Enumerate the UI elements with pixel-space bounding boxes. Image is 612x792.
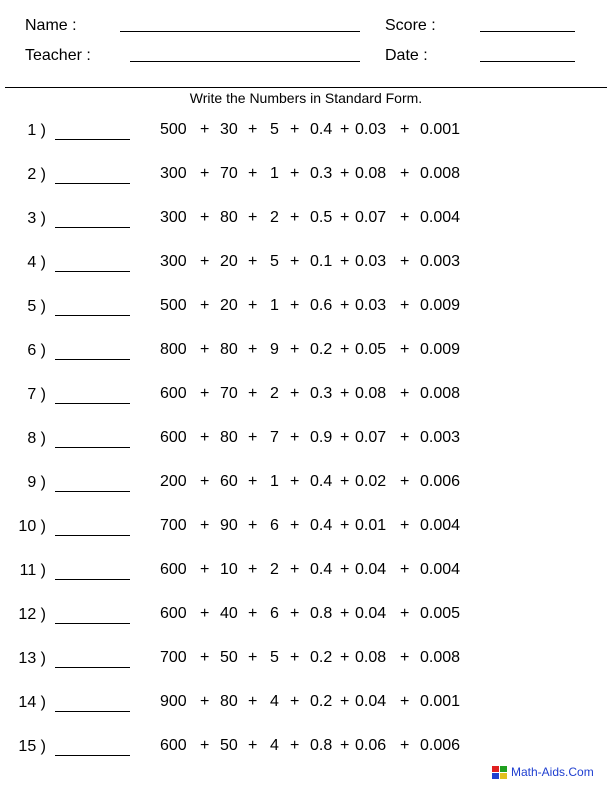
score-field[interactable]: [480, 31, 575, 32]
plus-operator: +: [248, 737, 258, 754]
plus-operator: +: [200, 693, 210, 710]
plus-operator: +: [200, 605, 210, 622]
expanded-term: 800: [160, 341, 187, 358]
expanded-term: 30: [220, 121, 238, 138]
answer-blank[interactable]: [55, 447, 130, 448]
plus-operator: +: [400, 649, 410, 666]
expanded-term: 1: [270, 165, 279, 182]
problem-number: 9 ): [27, 474, 46, 491]
plus-operator: +: [200, 429, 210, 446]
expanded-term: 0.001: [420, 121, 461, 138]
expanded-term: 0.004: [420, 517, 461, 534]
answer-blank[interactable]: [55, 403, 130, 404]
expanded-term: 0.003: [420, 253, 461, 270]
plus-operator: +: [340, 561, 350, 578]
expanded-term: 2: [270, 385, 279, 402]
plus-operator: +: [248, 561, 258, 578]
plus-operator: +: [400, 341, 410, 358]
expanded-term: 20: [220, 253, 238, 270]
plus-operator: +: [290, 429, 300, 446]
problem-row: [0, 122, 612, 146]
problem-number: 15 ): [18, 738, 46, 755]
expanded-term: 40: [220, 605, 238, 622]
date-field[interactable]: [480, 61, 575, 62]
expanded-term: 50: [220, 649, 238, 666]
plus-operator: +: [400, 385, 410, 402]
name-label: Name :: [25, 17, 77, 34]
expanded-term: 0.07: [355, 429, 387, 446]
teacher-label: Teacher :: [25, 47, 91, 64]
problem-row: [0, 430, 612, 454]
expanded-term: 70: [220, 165, 238, 182]
plus-operator: +: [200, 121, 210, 138]
plus-operator: +: [290, 649, 300, 666]
expanded-term: 80: [220, 209, 238, 226]
plus-operator: +: [400, 605, 410, 622]
expanded-term: 1: [270, 473, 279, 490]
plus-operator: +: [248, 473, 258, 490]
expanded-term: 200: [160, 473, 187, 490]
plus-operator: +: [200, 649, 210, 666]
expanded-term: 80: [220, 693, 238, 710]
plus-operator: +: [290, 209, 300, 226]
expanded-term: 50: [220, 737, 238, 754]
expanded-term: 10: [220, 561, 238, 578]
expanded-term: 0.3: [310, 165, 333, 182]
expanded-term: 0.04: [355, 693, 387, 710]
expanded-term: 0.4: [310, 473, 333, 490]
problem-row: [0, 650, 612, 674]
expanded-term: 0.009: [420, 341, 461, 358]
plus-operator: +: [200, 297, 210, 314]
expanded-term: 6: [270, 605, 279, 622]
problem-number: 11 ): [19, 562, 46, 579]
plus-operator: +: [400, 209, 410, 226]
expanded-term: 0.008: [420, 649, 461, 666]
expanded-term: 600: [160, 605, 187, 622]
plus-operator: +: [340, 517, 350, 534]
answer-blank[interactable]: [55, 227, 130, 228]
expanded-term: 0.8: [310, 737, 333, 754]
name-field[interactable]: [120, 31, 360, 32]
plus-operator: +: [200, 473, 210, 490]
expanded-term: 600: [160, 429, 187, 446]
plus-operator: +: [248, 165, 258, 182]
expanded-term: 0.03: [355, 253, 387, 270]
expanded-term: 500: [160, 121, 187, 138]
plus-operator: +: [400, 121, 410, 138]
instructions: Write the Numbers in Standard Form.: [189, 90, 423, 106]
plus-operator: +: [290, 165, 300, 182]
brand-logo: [492, 765, 594, 779]
plus-operator: +: [200, 561, 210, 578]
problem-row: [0, 342, 612, 366]
plus-operator: +: [248, 209, 258, 226]
problem-number: 3 ): [27, 210, 46, 227]
plus-operator: +: [248, 341, 258, 358]
plus-operator: +: [400, 517, 410, 534]
plus-operator: +: [200, 253, 210, 270]
expanded-term: 0.008: [420, 165, 461, 182]
expanded-term: 90: [220, 517, 238, 534]
plus-operator: +: [290, 121, 300, 138]
expanded-term: 0.03: [355, 121, 387, 138]
expanded-term: 0.4: [310, 517, 333, 534]
expanded-term: 5: [270, 253, 279, 270]
expanded-term: 0.01: [355, 517, 387, 534]
plus-operator: +: [400, 165, 410, 182]
expanded-term: 600: [160, 385, 187, 402]
plus-operator: +: [400, 561, 410, 578]
problem-row: [0, 386, 612, 410]
expanded-term: 0.4: [310, 561, 333, 578]
problem-number: 1 ): [27, 122, 46, 139]
plus-operator: +: [200, 737, 210, 754]
expanded-term: 4: [270, 693, 279, 710]
plus-operator: +: [290, 605, 300, 622]
score-label: Score :: [385, 17, 436, 34]
problem-row: [0, 474, 612, 498]
answer-blank[interactable]: [55, 667, 130, 668]
expanded-term: 0.003: [420, 429, 461, 446]
expanded-term: 2: [270, 561, 279, 578]
plus-operator: +: [248, 385, 258, 402]
math-aids-icon: [492, 766, 507, 779]
expanded-term: 2: [270, 209, 279, 226]
answer-blank[interactable]: [55, 535, 130, 536]
plus-operator: +: [248, 517, 258, 534]
expanded-term: 0.1: [310, 253, 333, 270]
plus-operator: +: [340, 297, 350, 314]
plus-operator: +: [200, 341, 210, 358]
problem-number: 10 ): [18, 518, 46, 535]
answer-blank[interactable]: [55, 491, 130, 492]
problem-number: 12 ): [18, 606, 46, 623]
plus-operator: +: [248, 297, 258, 314]
expanded-term: 0.03: [355, 297, 387, 314]
plus-operator: +: [290, 385, 300, 402]
problem-number: 13 ): [18, 650, 46, 667]
expanded-term: 0.001: [420, 693, 461, 710]
problem-number: 2 ): [27, 166, 46, 183]
expanded-term: 0.04: [355, 561, 387, 578]
plus-operator: +: [200, 385, 210, 402]
expanded-term: 0.004: [420, 209, 461, 226]
expanded-term: 0.08: [355, 385, 387, 402]
plus-operator: +: [340, 253, 350, 270]
expanded-term: 0.006: [420, 737, 461, 754]
plus-operator: +: [340, 209, 350, 226]
plus-operator: +: [248, 429, 258, 446]
expanded-term: 1: [270, 297, 279, 314]
plus-operator: +: [340, 121, 350, 138]
expanded-term: 0.05: [355, 341, 387, 358]
plus-operator: +: [340, 605, 350, 622]
teacher-field[interactable]: [130, 61, 360, 62]
expanded-term: 0.3: [310, 385, 333, 402]
expanded-term: 0.8: [310, 605, 333, 622]
plus-operator: +: [400, 693, 410, 710]
plus-operator: +: [400, 737, 410, 754]
expanded-term: 70: [220, 385, 238, 402]
plus-operator: +: [248, 693, 258, 710]
plus-operator: +: [248, 253, 258, 270]
answer-blank[interactable]: [55, 755, 130, 756]
expanded-term: 0.07: [355, 209, 387, 226]
plus-operator: +: [400, 253, 410, 270]
plus-operator: +: [248, 121, 258, 138]
plus-operator: +: [340, 473, 350, 490]
answer-blank[interactable]: [55, 315, 130, 316]
expanded-term: 0.5: [310, 209, 333, 226]
expanded-term: 0.02: [355, 473, 387, 490]
expanded-term: 4: [270, 737, 279, 754]
plus-operator: +: [400, 473, 410, 490]
problem-row: [0, 210, 612, 234]
problem-row: [0, 694, 612, 718]
expanded-term: 300: [160, 165, 187, 182]
expanded-term: 0.08: [355, 649, 387, 666]
plus-operator: +: [290, 693, 300, 710]
plus-operator: +: [340, 737, 350, 754]
plus-operator: +: [340, 693, 350, 710]
expanded-term: 5: [270, 649, 279, 666]
plus-operator: +: [340, 649, 350, 666]
answer-blank[interactable]: [55, 579, 130, 580]
expanded-term: 80: [220, 341, 238, 358]
expanded-term: 9: [270, 341, 279, 358]
expanded-term: 600: [160, 561, 187, 578]
expanded-term: 300: [160, 209, 187, 226]
expanded-term: 60: [220, 473, 238, 490]
expanded-term: 0.2: [310, 693, 333, 710]
plus-operator: +: [290, 737, 300, 754]
expanded-term: 0.4: [310, 121, 333, 138]
expanded-term: 700: [160, 517, 187, 534]
expanded-term: 0.06: [355, 737, 387, 754]
plus-operator: +: [340, 165, 350, 182]
expanded-term: 600: [160, 737, 187, 754]
plus-operator: +: [400, 429, 410, 446]
answer-blank[interactable]: [55, 139, 130, 140]
plus-operator: +: [340, 429, 350, 446]
plus-operator: +: [200, 165, 210, 182]
expanded-term: 0.2: [310, 649, 333, 666]
expanded-term: 0.04: [355, 605, 387, 622]
problem-number: 14 ): [18, 694, 46, 711]
expanded-term: 700: [160, 649, 187, 666]
expanded-term: 80: [220, 429, 238, 446]
expanded-term: 0.004: [420, 561, 461, 578]
plus-operator: +: [248, 605, 258, 622]
plus-operator: +: [290, 253, 300, 270]
plus-operator: +: [340, 385, 350, 402]
expanded-term: 900: [160, 693, 187, 710]
answer-blank[interactable]: [55, 183, 130, 184]
expanded-term: 0.006: [420, 473, 461, 490]
header-divider: [5, 87, 607, 88]
brand-text: Math-Aids.Com: [511, 765, 594, 779]
problem-number: 7 ): [27, 386, 46, 403]
answer-blank[interactable]: [55, 623, 130, 624]
expanded-term: 0.008: [420, 385, 461, 402]
plus-operator: +: [200, 209, 210, 226]
plus-operator: +: [290, 561, 300, 578]
problem-row: [0, 298, 612, 322]
expanded-term: 500: [160, 297, 187, 314]
problem-row: [0, 166, 612, 190]
expanded-term: 0.9: [310, 429, 333, 446]
problem-number: 5 ): [27, 298, 46, 315]
answer-blank[interactable]: [55, 359, 130, 360]
problem-number: 6 ): [27, 342, 46, 359]
expanded-term: 20: [220, 297, 238, 314]
problem-row: [0, 254, 612, 278]
problem-row: [0, 562, 612, 586]
answer-blank[interactable]: [55, 711, 130, 712]
problem-number: 4 ): [27, 254, 46, 271]
plus-operator: +: [340, 341, 350, 358]
expanded-term: 7: [270, 429, 279, 446]
plus-operator: +: [290, 341, 300, 358]
plus-operator: +: [290, 297, 300, 314]
expanded-term: 5: [270, 121, 279, 138]
plus-operator: +: [200, 517, 210, 534]
expanded-term: 0.009: [420, 297, 461, 314]
problem-number: 8 ): [27, 430, 46, 447]
answer-blank[interactable]: [55, 271, 130, 272]
expanded-term: 0.005: [420, 605, 461, 622]
problem-row: [0, 606, 612, 630]
expanded-term: 6: [270, 517, 279, 534]
plus-operator: +: [400, 297, 410, 314]
problem-row: [0, 518, 612, 542]
date-label: Date :: [385, 47, 428, 64]
problem-row: [0, 738, 612, 762]
expanded-term: 300: [160, 253, 187, 270]
expanded-term: 0.2: [310, 341, 333, 358]
plus-operator: +: [290, 517, 300, 534]
plus-operator: +: [290, 473, 300, 490]
expanded-term: 0.08: [355, 165, 387, 182]
expanded-term: 0.6: [310, 297, 333, 314]
plus-operator: +: [248, 649, 258, 666]
